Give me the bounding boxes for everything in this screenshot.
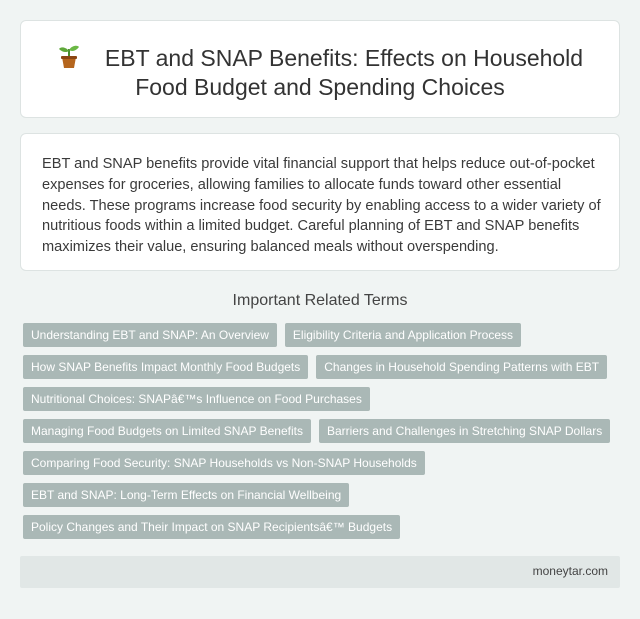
footer-site-link[interactable]: moneytar.com	[532, 564, 608, 578]
related-term-tag[interactable]: Barriers and Challenges in Stretching SNAP Dollars	[319, 419, 610, 443]
related-terms-list	[23, 323, 623, 547]
page-title	[21, 43, 619, 102]
title-line-2: Food Budget and Spending Choices	[135, 74, 505, 100]
related-term-tag[interactable]: Understanding EBT and SNAP: An Overview	[23, 323, 277, 347]
related-term-tag[interactable]: Changes in Household Spending Patterns with EBT	[316, 355, 607, 379]
related-term-tag[interactable]: How SNAP Benefits Impact Monthly Food Budgets	[23, 355, 308, 379]
title-line-1: EBT and SNAP Benefits: Effects on Household	[104, 45, 584, 71]
title-card	[20, 20, 620, 118]
summary-card	[20, 133, 620, 271]
related-term-tag[interactable]: Managing Food Budgets on Limited SNAP Benefits	[23, 419, 311, 443]
summary-text: EBT and SNAP benefits provide vital financial support that helps reduce out-of-pocket expenses for groceries, allowing families to allocate funds toward other essential needs. These programs increase food security by enabling access to a wider variety of nutritious foods within a limited budget. Careful planning of EBT and SNAP benefits maximizes their value, ensuring balanced meals without overspending.	[42, 156, 601, 256]
related-terms-heading: Important Related Terms	[232, 292, 408, 309]
related-term-tag[interactable]: Policy Changes and Their Impact on SNAP Recipientsâ€™ Budgets	[23, 515, 400, 539]
sprout-icon	[57, 43, 81, 69]
related-term-tag[interactable]: Eligibility Criteria and Application Process	[285, 323, 521, 347]
related-term-tag[interactable]: EBT and SNAP: Long-Term Effects on Financial Wellbeing	[23, 483, 349, 507]
footer	[20, 556, 620, 588]
related-term-tag[interactable]: Nutritional Choices: SNAPâ€™s Influence on Food Purchases	[23, 387, 370, 411]
related-term-tag[interactable]: Comparing Food Security: SNAP Households vs Non-SNAP Households	[23, 451, 425, 475]
